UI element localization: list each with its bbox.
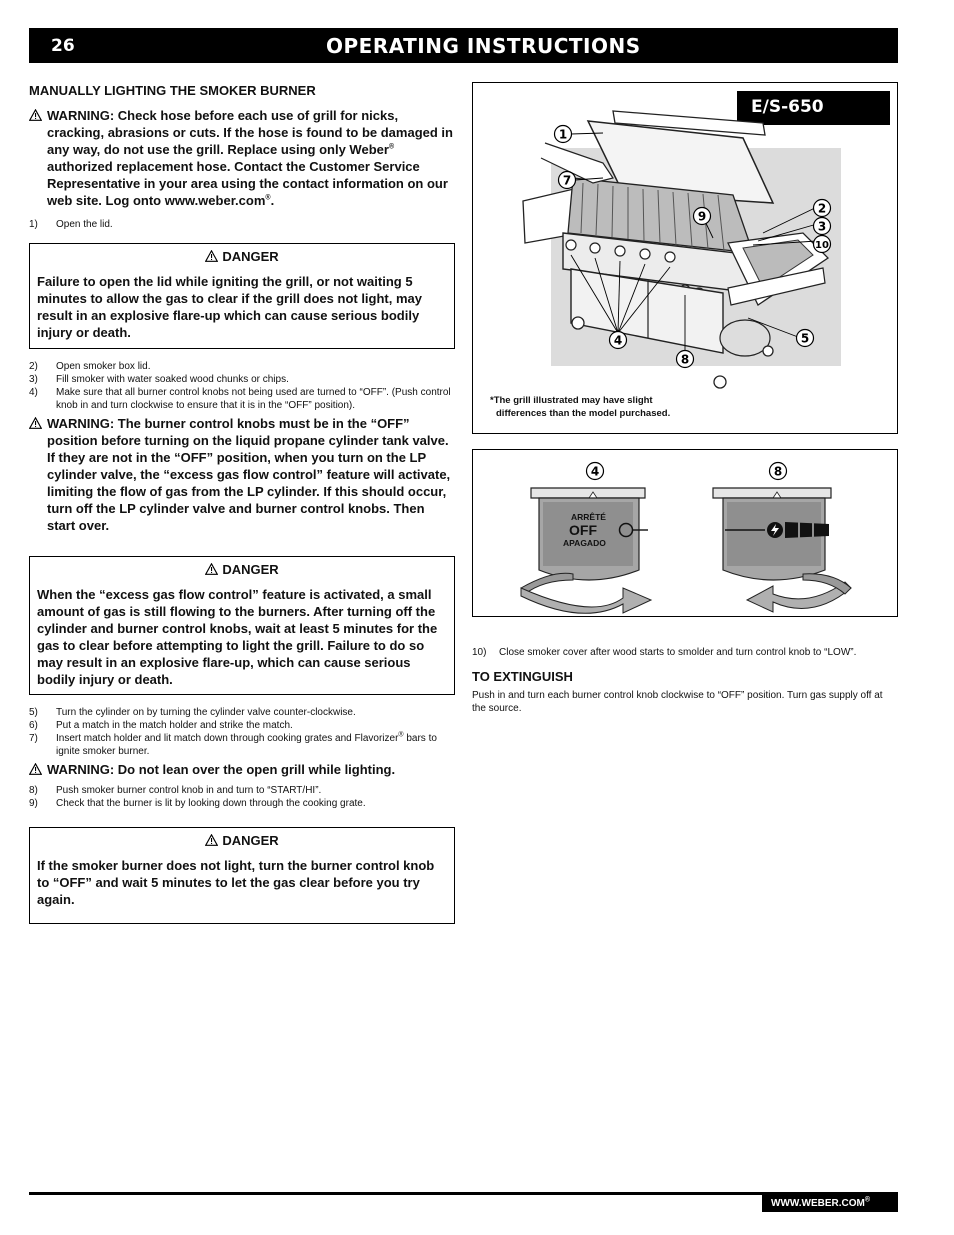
- knob-figure: [472, 449, 898, 617]
- step-1: 1) Open the lid.: [29, 219, 113, 230]
- grill-figure: [472, 82, 898, 434]
- steps-2-4: [29, 360, 455, 412]
- callout-8-knob: 8: [773, 464, 783, 479]
- callout-9: 9: [697, 209, 707, 224]
- knob-label-fr: ARRÊTÉ: [571, 512, 606, 522]
- callout-1: 1: [558, 127, 568, 142]
- warning-hose: WARNING: Check hose before each use of grill for nicks, cracking, abrasions or cuts. If the hose is found to be damaged in any way, do not use the grill. Replace using only Weber® authorized replacement hose. Contact the Customer Service Representative in your area using the contact information on our web site. Log onto www.weber.com®.: [29, 107, 455, 209]
- section-title: MANUALLY LIGHTING THE SMOKER BURNER: [29, 83, 316, 98]
- step-3: 3) Fill smoker with water soaked wood chunks or chips.: [29, 374, 289, 385]
- warning-lean: WARNING: Do not lean over the open grill while lighting.: [29, 761, 455, 778]
- extinguish-text: Push in and turn each burner control knob clockwise to “OFF” position. Turn gas supply off at the source.: [472, 690, 883, 714]
- grill-illustration: [473, 83, 899, 435]
- callout-5: 5: [800, 331, 810, 346]
- steps-5-7: [29, 706, 455, 758]
- callout-7: 7: [562, 173, 572, 188]
- step-10: 10) Close smoker cover after wood starts to smolder and turn control knob to “LOW”.: [472, 647, 857, 658]
- page-number: 26: [51, 36, 75, 56]
- warning-icon: [205, 834, 218, 846]
- warning-knobs-off: WARNING: The burner control knobs must be in the “OFF” position before turning on the liquid propane cylinder tank valve. If they are not in the “OFF” position, when you turn on the LP cylinder valve, the “excess gas flow control” feature will activate, limiting the flow of gas from the LP cylinder. If this should occur, turn off the LP cylinder valve and burner control knobs. Then start over.: [29, 415, 455, 534]
- step-8: 8) Push smoker burner control knob in and turn to “START/HI”.: [29, 785, 322, 796]
- warning-icon: [29, 417, 42, 429]
- step-6: 6) Put a match in the match holder and strike the match.: [29, 720, 293, 731]
- callout-8: 8: [680, 352, 690, 367]
- knob-off-left: [521, 488, 651, 613]
- step-2: 2) Open smoker box lid.: [29, 361, 151, 372]
- page-title: OPERATING INSTRUCTIONS: [326, 34, 641, 58]
- danger-box-no-light: DANGER If the smoker burner does not light, turn the burner control knob to “OFF” and wait 5 minutes to let the gas clear before you try again.: [29, 827, 455, 924]
- knob-label-en: OFF: [569, 522, 597, 538]
- step-4: 4) Make sure that all burner control knobs not being used are turned to “OFF”. (Push control knob in and turn clockwise to ensure that it is in the “OFF” position).: [29, 387, 451, 411]
- warning-icon: [29, 763, 42, 775]
- right-column-text: [472, 646, 898, 715]
- step-5: 5) Turn the cylinder on by turning the cylinder valve counter-clockwise.: [29, 707, 356, 718]
- callout-4: 4: [613, 333, 623, 348]
- model-tag: E/S-650: [737, 91, 890, 125]
- knob-illustration: [473, 450, 899, 618]
- danger-box-excess-gas: DANGER When the “excess gas flow control” feature is activated, a small amount of gas is still flowing to the burners. After turning off the cylinder and burner control knobs, wait at least 5 minutes for the gas to clear before attempting to light the grill. Failure to do so may result in an explosive flare-up, which can cause serious bodily injury or death.: [29, 556, 455, 695]
- figure-note: *The grill illustrated may have slight differences than the model purchased.: [490, 395, 671, 419]
- step-7: 7) Insert match holder and lit match down through cooking grates and Flavorizer® bars to ignite smoker burner.: [29, 731, 437, 757]
- callout-10: 10: [815, 240, 829, 251]
- knob-label-es: APAGADO: [563, 538, 606, 548]
- footer-url[interactable]: WWW.WEBER.COM®: [762, 1195, 898, 1212]
- callout-4-knob: 4: [590, 464, 600, 479]
- danger-box-lid: DANGER Failure to open the lid while igniting the grill, or not waiting 5 minutes to allow the gas to clear if the grill does not light, may result in an explosive flare-up which can cause serious bodily injury or death.: [29, 243, 455, 349]
- steps-8-9: [29, 784, 455, 810]
- callout-2: 2: [817, 201, 827, 216]
- callout-3: 3: [817, 219, 827, 234]
- warning-icon: [205, 250, 218, 262]
- step-9: 9) Check that the burner is lit by looking down through the cooking grate.: [29, 798, 366, 809]
- left-column: [29, 80, 455, 924]
- header-bar: [29, 28, 898, 63]
- warning-icon: [205, 563, 218, 575]
- warning-icon: [29, 109, 42, 121]
- extinguish-title: TO EXTINGUISH: [472, 669, 573, 684]
- knob-start-right: [713, 488, 851, 612]
